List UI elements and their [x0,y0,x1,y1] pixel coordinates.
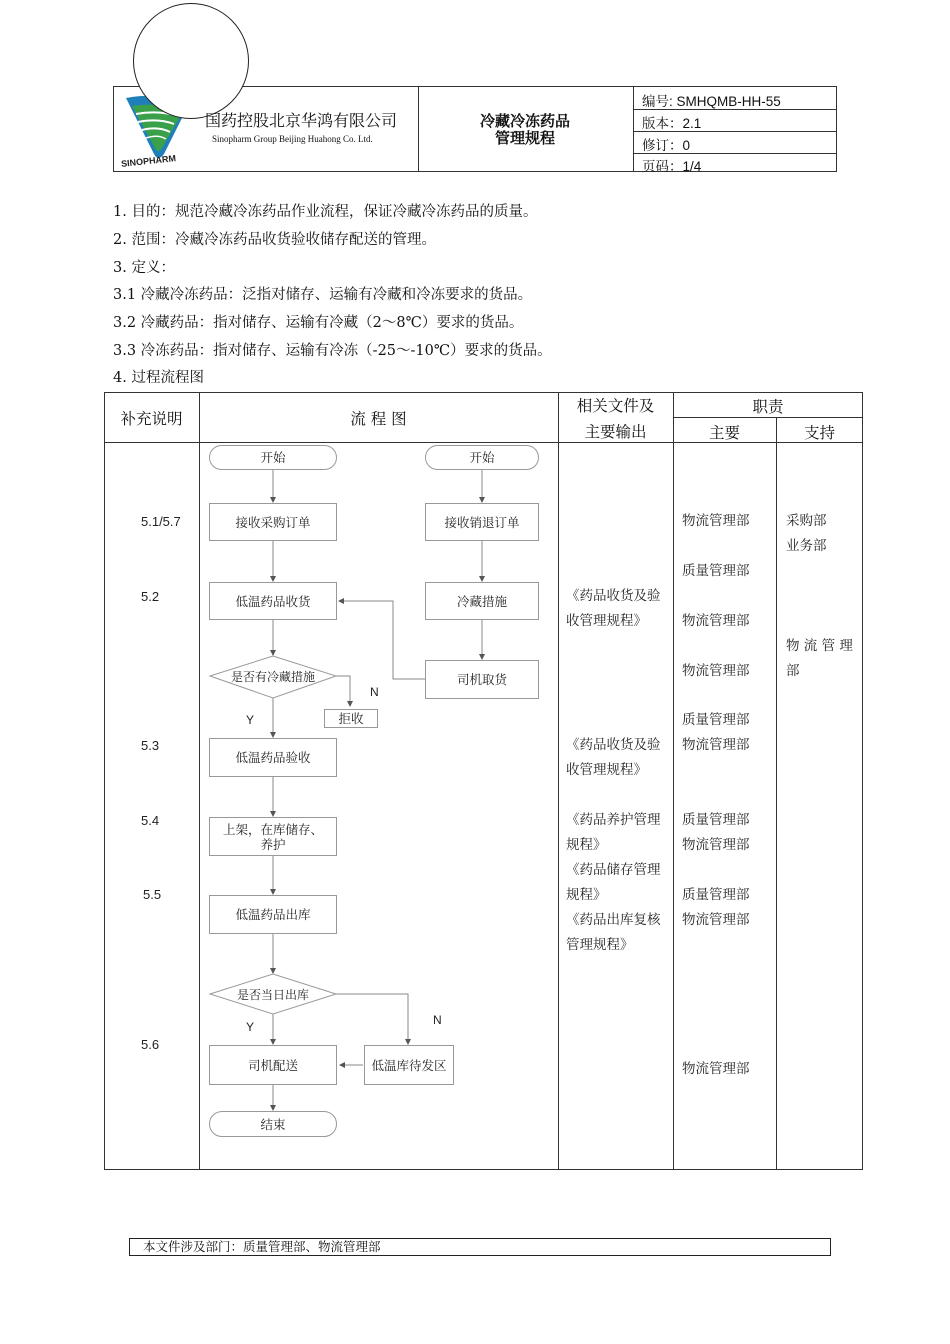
support-dept: 业务部 [786,538,827,554]
note-ref: 5.2 [141,589,160,604]
title-line: 冷藏冷冻药品 [479,113,570,130]
related-doc-line: 《药品养护管理 [566,812,661,828]
branch-label-yes: Y [246,713,255,727]
branch-label-yes: Y [246,1020,255,1034]
note-ref: 5.5 [143,887,162,902]
branch-label-no: N [370,685,379,699]
cold-check-label: 是否有冷藏措施 [230,670,315,684]
outbound-node: 低温药品出库 [209,895,337,934]
cold-measure-node: 冷藏措施 [425,582,539,620]
store-node [209,817,337,856]
note-ref: 5.4 [141,813,160,828]
primary-dept: 质量管理部 [682,887,750,903]
body-line: 3. 定义： [113,260,175,276]
title-line: 管理规程 [494,130,555,147]
primary-dept: 物流管理部 [682,1061,750,1077]
sameday-check-label: 是否当日出库 [236,988,309,1002]
primary-dept: 物流管理部 [682,613,750,629]
primary-dept: 物流管理部 [682,513,750,529]
staging-area-node: 低温库待发区 [364,1045,454,1085]
related-doc-line: 规程》 [566,887,607,903]
related-doc-line: 规程》 [566,837,607,853]
end-node: 结束 [209,1111,337,1137]
driver-delivery-node: 司机配送 [209,1045,337,1085]
body-line: 4. 过程流程图 [113,370,204,386]
primary-dept: 物流管理部 [682,837,750,853]
branch-label-no: N [433,1013,442,1027]
header-primary: 主要 [708,424,740,442]
related-doc [566,733,661,783]
low-temp-receive-node: 低温药品收货 [209,582,337,620]
related-doc-line: 管理规程》 [566,937,634,953]
header-notes: 补充说明 [120,410,183,428]
company-name-en: Sinopharm Group Beijing Huahong Co. Ltd. [212,134,373,144]
support-dept: 物 流 管 理 [786,638,853,654]
primary-dept: 质量管理部 [682,563,750,579]
header-docs: 主要输出 [584,423,647,441]
support-dept: 部 [786,663,800,679]
primary-dept: 物流管理部 [682,912,750,928]
logo-text: SINOPHARM [120,153,177,169]
related-doc-line: 《药品收货及验 [566,737,661,753]
doc-revision: 修订：0 [642,138,691,153]
receive-po-node: 接收采购订单 [209,503,337,541]
note-ref: 5.1/5.7 [141,514,181,529]
body-line: 2. 范围：冷藏冷冻药品收货验收储存配送的管理。 [113,232,436,248]
primary-dept: 物流管理部 [682,737,750,753]
primary-dept: 质量管理部 [682,812,750,828]
receive-return-node: 接收销退订单 [425,503,539,541]
body-line: 3.3 冷冻药品：指对储存、运输有冷冻（-25～-10℃）要求的货品。 [113,343,552,359]
footer-text: 本文件涉及部门：质量管理部、物流管理部 [143,1239,381,1254]
related-doc-line: 《药品出库复核 [566,912,661,928]
related-doc [566,808,661,958]
body-line: 1. 目的：规范冷藏冷冻药品作业流程，保证冷藏冷冻药品的质量。 [113,204,538,220]
related-doc-line: 《药品收货及验 [566,588,661,604]
related-doc-line: 收管理规程》 [566,762,647,778]
body-line: 3.1 冷藏冷冻药品：泛指对储存、运输有冷藏和冷冻要求的货品。 [113,287,533,303]
related-doc-line: 《药品储存管理 [566,862,661,878]
inspect-node: 低温药品验收 [209,738,337,777]
related-doc-line: 收管理规程》 [566,613,647,629]
store-node-line: 养护 [260,836,286,852]
start-node: 开始 [425,445,539,470]
header-duty: 职责 [752,398,784,416]
body-line: 3.2 冷藏药品：指对储存、运输有冷藏（2～8℃）要求的货品。 [113,315,524,331]
driver-pickup-node: 司机取货 [425,660,539,699]
header-docs: 相关文件及 [576,397,655,415]
page-number: 页码：1/4 [642,159,702,174]
related-doc [566,584,661,634]
header-flow: 流 程 图 [350,410,407,428]
header-support: 支持 [803,424,835,442]
company-name-cn: 国药控股北京华鸿有限公司 [205,113,398,130]
doc-number: 编号: SMHQMB-HH-55 [642,94,781,109]
primary-dept: 物流管理部 [682,663,750,679]
doc-version: 版本：2.1 [642,116,702,131]
support-dept: 采购部 [786,513,827,529]
note-ref: 5.6 [141,1037,160,1052]
primary-dept: 质量管理部 [682,712,750,728]
start-node: 开始 [209,445,337,470]
reject-node: 拒收 [324,709,378,728]
note-ref: 5.3 [141,738,160,753]
store-node-line: 上架，在库储存、 [222,821,323,837]
